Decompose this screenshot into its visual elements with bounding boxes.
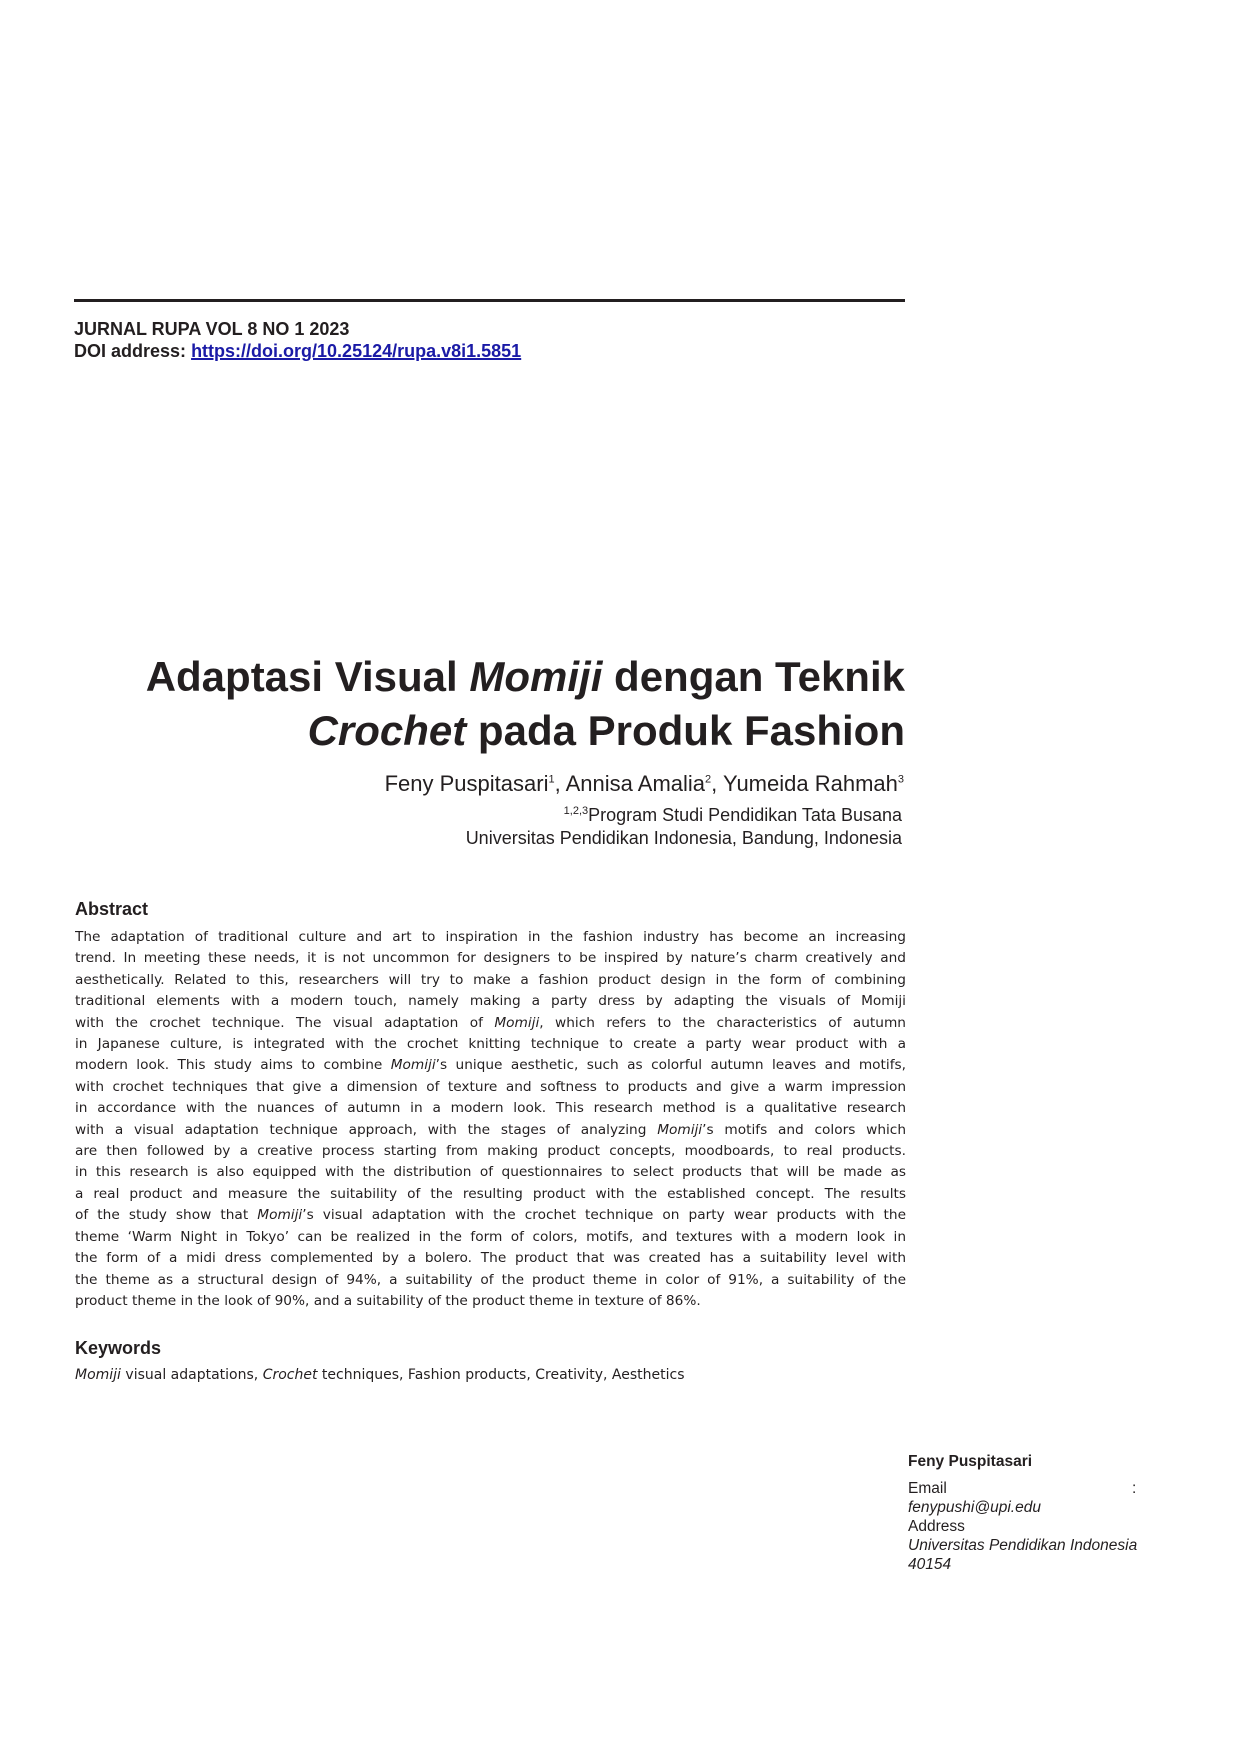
contact-email: fenypushi@upi.edu xyxy=(908,1499,1041,1516)
abstract-heading: Abstract xyxy=(75,899,149,919)
abstract-text: The adaptation of traditional culture and art to inspiration in the fashion industry has become an increasing trend. In meeting these needs, it is not uncommon for designers to be inspired by nature’s charm creatively and aesthetically. Related to this, researchers will try to make a fashion product design in the form of combining traditional elements with a modern touch, namely making a party dress by adapting the visuals of Momiji with the crochet technique. The visual adaptation of Momiji, which refers to the characteristics of autumn in Japanese culture, is integrated with the crochet knitting technique to create a party wear product with a modern look. This study aims to combine Momiji’s unique aesthetic, such as colorful autumn leaves and motifs, with crochet techniques that give a dimension of texture and softness to products and give a warm impression in accordance with the nuances of autumn in a modern look. This research method is a qualitative research with a visual adaptation technique approach, with the stages of analyzing Momiji’s motifs and colors which are then followed by a creative process starting from making product concepts, moodboards, to real products. in this research is also equipped with the distribution of questionnaires to select products that will be made as a real product and measure the suitability of the resulting product with the established concept. The results of the study show that Momiji’s visual adaptation with the crochet technique on party wear products with the theme ‘Warm Night in Tokyo’ can be realized in the form of colors, motifs, and textures with a modern look in the form of a midi dress complemented by a bolero. The product that was created has a suitability level with the theme as a structural design of 94%, a suitability of the product theme in color of 91%, a suitability of the product theme in the look of 90%, and a suitability of the product theme in texture of 86%. xyxy=(75,929,906,1309)
keywords-text: Momiji visual adaptations, Crochet techniques, Fashion products, Creativity, Aesthetics xyxy=(75,1367,685,1383)
contact-email-label-row xyxy=(908,1479,1158,1498)
contact-name: Feny Puspitasari xyxy=(908,1453,1033,1470)
paper-title xyxy=(85,650,905,758)
keywords-heading: Keywords xyxy=(75,1338,162,1358)
address-label: Address xyxy=(908,1518,965,1535)
author-3: Yumeida Rahmah xyxy=(722,771,898,796)
title-line-1: Adaptasi Visual Momiji dengan Teknik xyxy=(145,653,905,700)
email-label: Email xyxy=(908,1480,947,1497)
address-line-2: 40154 xyxy=(908,1556,952,1573)
author-list: Feny Puspitasari$^1$, Annisa Amalia$^2$, Yumeida Rahmah$^3$ xyxy=(384,771,904,796)
author-1: Feny Puspitasari xyxy=(384,771,549,796)
journal-volume: JURNAL RUPA VOL 8 NO 1 2023 xyxy=(74,319,350,339)
corresponding-author-box xyxy=(908,1452,1158,1574)
email-colon: : xyxy=(1132,1480,1137,1497)
title-line-2: Crochet pada Produk Fashion xyxy=(307,707,905,754)
affiliation-line-1: $^{1,2,3}$Program Studi Pendidikan Tata Busana xyxy=(563,805,902,825)
doi-label: DOI address: xyxy=(74,341,187,361)
doi-link[interactable]: https://doi.org/10.25124/rupa.v8i1.5851 xyxy=(191,341,522,361)
doi-line xyxy=(74,340,521,362)
author-2: Annisa Amalia xyxy=(565,771,706,796)
header-rule xyxy=(74,299,905,302)
affiliation xyxy=(466,804,902,850)
address-line-1: Universitas Pendidikan Indonesia xyxy=(908,1537,1138,1554)
affiliation-line-2: Universitas Pendidikan Indonesia, Bandung, Indonesia xyxy=(465,828,902,848)
